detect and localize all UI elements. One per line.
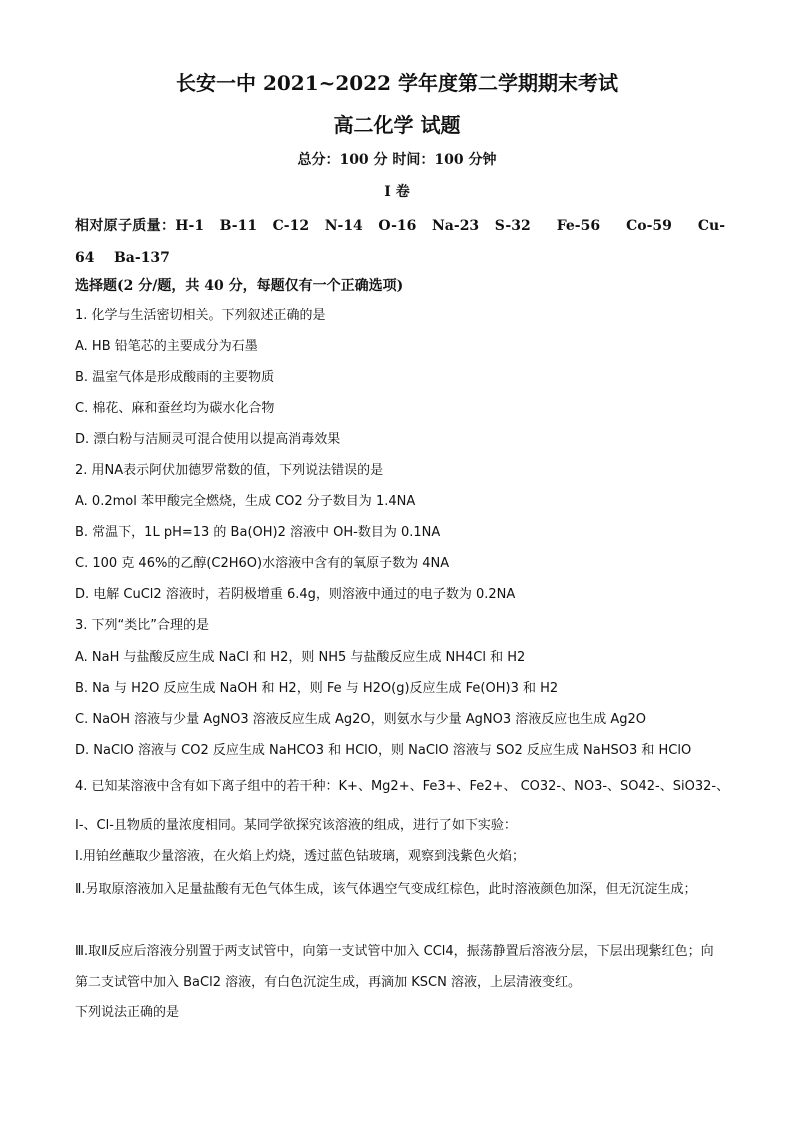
q1-stem: 1. 化学与生活密切相关。下列叙述正确的是 — [75, 308, 326, 323]
q4-step-3: Ⅲ.取Ⅱ反应后溶液分别置于两支试管中，向第一支试管中加入 CCl4，振荡静置后溶液分层，下层出现紫红色；向第二支试管中加入 BaCl2 溶液，有白色沉淀生成，再滴加 KSCN 溶液，上层清液变红。 — [75, 944, 714, 990]
q1-option-b: B. 温室气体是形成酸雨的主要物质 — [75, 370, 275, 385]
q3-option-c: C. NaOH 溶液与少量 AgNO3 溶液反应生成 Ag2O，则氨水与少量 AgNO3 溶液反应也生成 Ag2O — [75, 712, 647, 727]
q3-stem: 3. 下列“类比”合理的是 — [75, 618, 210, 633]
q4-step-2: Ⅱ.另取原溶液加入足量盐酸有无色气体生成，该气体遇空气变成红棕色，此时溶液颜色加深，但无沉淀生成； — [75, 882, 697, 897]
q3-option-a: A. NaH 与盐酸反应生成 NaCl 和 H2，则 NH5 与盐酸反应生成 NH4Cl 和 H2 — [75, 650, 526, 665]
exam-meta: 总分：100 分 时间：100 分钟 — [297, 152, 497, 168]
q3-option-d: D. NaClO 溶液与 CO2 反应生成 NaHCO3 和 HClO，则 NaClO 溶液与 SO2 反应生成 NaHSO3 和 HClO — [75, 743, 692, 758]
q2-option-b: B. 常温下，1L pH=13 的 Ba(OH)2 溶液中 OH-数目为 0.1NA — [75, 525, 441, 540]
q3-option-b: B. Na 与 H2O 反应生成 NaOH 和 H2，则 Fe 与 H2O(g)反应生成 Fe(OH)3 和 H2 — [75, 681, 559, 696]
q1-option-a: A. HB 铅笔芯的主要成分为石墨 — [75, 339, 258, 354]
q2-option-d: D. 电解 CuCl2 溶液时，若阴极增重 6.4g，则溶液中通过的电子数为 0.2NA — [75, 587, 516, 602]
atomic-masses: 相对原子质量：H-1 B-11 C-12 N-14 O-16 Na-23 S-32 Fe-56 Co-59 Cu-64 Ba-137 — [75, 218, 725, 266]
exam-title: 长安一中 2021~2022 学年度第二学期期末考试 — [175, 71, 618, 95]
q4-stem-continued: I-、Cl-且物质的量浓度相同。某同学欲探究该溶液的组成，进行了如下实验： — [75, 818, 517, 833]
q1-option-c: C. 棉花、麻和蚕丝均为碳水化合物 — [75, 401, 275, 416]
q4-stem: 4. 已知某溶液中含有如下离子组中的若干种：K+、Mg2+、Fe3+、Fe2+、 CO32-、NO3-、SO42-、SiO32-、 — [75, 779, 730, 794]
q1-option-d: D. 漂白粉与洁厕灵可混合使用以提高消毒效果 — [75, 432, 341, 447]
q4-step-1: Ⅰ.用铂丝蘸取少量溶液，在火焰上灼烧，透过蓝色钴玻璃，观察到浅紫色火焰； — [75, 849, 525, 864]
q2-option-a: A. 0.2mol 苯甲酸完全燃烧，生成 CO2 分子数目为 1.4NA — [75, 494, 416, 509]
exam-subtitle: 高二化学 试题 — [333, 113, 461, 137]
volume-label: I 卷 — [384, 184, 410, 200]
q4-question: 下列说法正确的是 — [75, 1005, 180, 1020]
q2-stem: 2. 用NA表示阿伏加德罗常数的值，下列说法错误的是 — [75, 463, 384, 478]
section-title: 选择题(2 分/题，共 40 分，每题仅有一个正确选项) — [75, 278, 404, 294]
q2-option-c: C. 100 克 46%的乙醇(C2H6O)水溶液中含有的氧原子数为 4NA — [75, 556, 450, 571]
